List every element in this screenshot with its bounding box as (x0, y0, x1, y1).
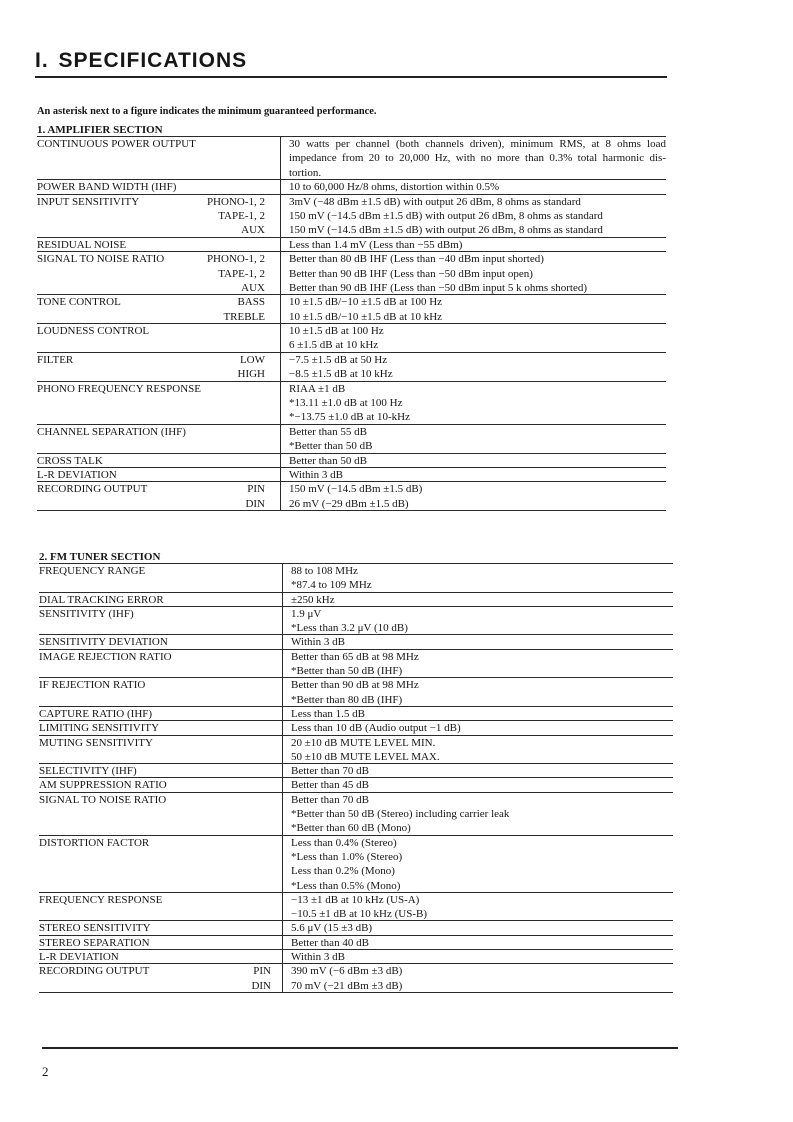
spec-label: SENSITIVITY (IHF) (39, 607, 134, 620)
amplifier-spec-table (37, 136, 666, 511)
spec-value: Better than 55 dB (289, 425, 367, 438)
spec-value-cell (282, 635, 673, 649)
spec-label: STEREO SENSITIVITY (39, 922, 151, 935)
spec-item (39, 721, 673, 735)
spec-label-cell (37, 425, 280, 454)
spec-item (39, 921, 673, 935)
spec-value: Better than 80 dB IHF (Less than −40 dBm input shorted) (289, 253, 544, 266)
spec-label-cell (37, 367, 280, 381)
spec-row (37, 425, 666, 454)
spec-value-cell (280, 310, 666, 324)
spec-value: Better than 70 dB (291, 765, 369, 778)
spec-sublabel: TAPE-1, 2 (218, 267, 265, 280)
spec-value-cell (280, 353, 666, 367)
spec-sublabel: LOW (239, 353, 265, 366)
spec-item (39, 593, 673, 607)
spec-item (37, 497, 666, 511)
spec-label: MUTING SENSITIVITY (39, 736, 153, 749)
fm-tuner-spec-table (39, 563, 673, 993)
spec-item (39, 793, 673, 836)
amplifier-section (37, 124, 666, 511)
spec-label-cell (39, 564, 282, 593)
spec-value-cell (282, 607, 673, 636)
spec-value-cell (282, 893, 673, 922)
spec-value: tortion. (289, 166, 322, 179)
spec-label-cell (39, 936, 282, 950)
spec-item (39, 650, 673, 679)
spec-item (37, 137, 666, 180)
spec-value-cell (282, 936, 673, 950)
spec-item (39, 635, 673, 649)
spec-item (37, 367, 666, 381)
spec-label-cell (37, 382, 280, 425)
spec-label-cell (39, 678, 282, 707)
spec-item (39, 893, 673, 922)
spec-value-cell (282, 564, 673, 593)
spec-row (37, 238, 666, 252)
spec-sublabel: BASS (237, 296, 265, 309)
spec-value-cell (280, 382, 666, 425)
spec-value: *Better than 50 dB (Stereo) including carrier leak (291, 808, 510, 821)
spec-item (39, 764, 673, 778)
spec-value-cell (280, 497, 666, 511)
section-heading: 2. FM TUNER SECTION (39, 551, 161, 563)
spec-value: Within 3 dB (289, 468, 343, 481)
spec-value: Better than 40 dB (291, 936, 369, 949)
spec-label: L-R DEVIATION (37, 468, 117, 481)
spec-item (37, 353, 666, 367)
spec-item (39, 979, 673, 993)
spec-value: 88 to 108 MHz (291, 565, 358, 577)
spec-label-cell (37, 137, 280, 180)
spec-sublabel: HIGH (237, 368, 265, 381)
spec-item (39, 564, 673, 593)
spec-label-cell (37, 252, 280, 266)
fm-tuner-section (39, 551, 673, 993)
spec-row (39, 707, 673, 721)
spec-row (39, 921, 673, 935)
spec-label-cell (39, 793, 282, 836)
spec-value: 10 ±1.5 dB/−10 ±1.5 dB at 10 kHz (289, 310, 443, 323)
spec-value: −7.5 ±1.5 dB at 50 Hz (289, 353, 388, 366)
spec-sublabel: PHONO-1, 2 (206, 253, 265, 266)
spec-label: CAPTURE RATIO (IHF) (39, 707, 153, 720)
spec-value: 20 ±10 dB MUTE LEVEL MIN. (291, 736, 436, 749)
spec-sublabel: PIN (253, 965, 271, 978)
spec-value: Better than 90 dB IHF (Less than −50 dBm input open) (289, 267, 533, 280)
spec-value: 150 mV (−14.5 dBm ±1.5 dB) (289, 483, 423, 496)
spec-value: *Better than 80 dB (IHF) (291, 693, 403, 706)
spec-row (39, 607, 673, 636)
spec-value-cell (282, 736, 673, 765)
spec-label-cell (37, 238, 280, 252)
spec-value-cell (280, 209, 666, 223)
spec-sublabel: AUX (241, 281, 265, 294)
spec-item (37, 295, 666, 309)
spec-item (39, 607, 673, 636)
spec-label: IMAGE REJECTION RATIO (39, 650, 172, 663)
spec-label-cell (39, 979, 282, 993)
spec-value-cell (280, 482, 666, 496)
spec-item (37, 482, 666, 496)
spec-row (39, 678, 673, 707)
spec-label-cell (37, 468, 280, 482)
spec-value: −13 ±1 dB at 10 kHz (US-A) (291, 893, 420, 906)
spec-item (37, 195, 666, 209)
spec-value-cell (282, 950, 673, 964)
spec-sublabel: TAPE-1, 2 (218, 209, 265, 222)
spec-value: Less than 0.2% (Mono) (291, 865, 395, 878)
spec-row (39, 793, 673, 836)
spec-label-cell (37, 324, 280, 353)
spec-value-cell (280, 223, 666, 237)
spec-label: RESIDUAL NOISE (37, 238, 127, 251)
spec-item (37, 238, 666, 252)
spec-value: Better than 50 dB (289, 454, 367, 467)
spec-item (37, 267, 666, 281)
page-number: 2 (42, 1064, 49, 1079)
spec-row (39, 964, 673, 993)
spec-value: Less than 1.4 mV (Less than −55 dBm) (289, 238, 463, 251)
spec-label-cell (39, 721, 282, 735)
spec-value: −10.5 ±1 dB at 10 kHz (US-B) (291, 908, 427, 921)
spec-label: L-R DEVIATION (39, 951, 119, 964)
spec-label: FREQUENCY RANGE (39, 565, 146, 577)
spec-value: Within 3 dB (291, 951, 345, 964)
spec-label-cell (39, 650, 282, 679)
spec-value-cell (282, 764, 673, 778)
spec-label: SIGNAL TO NOISE RATIO (37, 253, 165, 266)
spec-value: *Less than 0.5% (Mono) (291, 879, 401, 892)
spec-label-cell (37, 497, 280, 511)
spec-value-cell (280, 252, 666, 266)
spec-sublabel: PIN (247, 483, 265, 496)
spec-item (39, 778, 673, 792)
spec-value: Better than 90 dB at 98 MHz (291, 679, 419, 692)
spec-value: −8.5 ±1.5 dB at 10 kHz (289, 368, 393, 381)
spec-label: STEREO SEPARATION (39, 936, 150, 949)
spec-label-cell (39, 893, 282, 922)
spec-sublabel: DIN (251, 979, 271, 992)
spec-row (37, 324, 666, 353)
spec-value-cell (280, 468, 666, 482)
spec-value: Better than 65 dB at 98 MHz (291, 650, 419, 663)
spec-label-cell (39, 635, 282, 649)
spec-label-cell (39, 736, 282, 765)
spec-label-cell (37, 209, 280, 223)
spec-label: INPUT SENSITIVITY (37, 195, 140, 208)
spec-sublabel: AUX (241, 224, 265, 237)
spec-row (39, 721, 673, 735)
spec-value: 390 mV (−6 dBm ±3 dB) (291, 965, 403, 978)
spec-row (39, 950, 673, 964)
spec-label: SIGNAL TO NOISE RATIO (39, 793, 167, 806)
spec-value-cell (282, 921, 673, 935)
spec-value: *Less than 1.0% (Stereo) (291, 850, 403, 863)
spec-item (39, 707, 673, 721)
spec-row (39, 893, 673, 922)
spec-row (39, 736, 673, 765)
spec-value: *Better than 50 dB (IHF) (291, 665, 403, 678)
spec-label: AM SUPPRESSION RATIO (39, 779, 167, 792)
spec-item (39, 836, 673, 893)
spec-value: *13.11 ±1.0 dB at 100 Hz (289, 397, 403, 410)
spec-value: 150 mV (−14.5 dBm ±1.5 dB) with output 26 dBm, 8 ohms as standard (289, 224, 603, 237)
spec-item (37, 281, 666, 295)
spec-label: FREQUENCY RESPONSE (39, 893, 163, 906)
spec-value: *Better than 60 dB (Mono) (291, 822, 411, 835)
spec-row (39, 764, 673, 778)
spec-row (39, 836, 673, 893)
spec-label-cell (37, 180, 280, 194)
spec-label-cell (39, 950, 282, 964)
spec-label: CROSS TALK (37, 454, 103, 467)
spec-label: IF REJECTION RATIO (39, 679, 146, 692)
spec-label-cell (37, 310, 280, 324)
footer-divider (42, 1047, 678, 1049)
spec-value: 6 ±1.5 dB at 10 kHz (289, 339, 379, 352)
spec-label: LOUDNESS CONTROL (37, 325, 150, 338)
spec-value: 10 to 60,000 Hz/8 ohms, distortion within 0.5% (289, 181, 500, 194)
spec-value: ±250 kHz (291, 593, 335, 606)
spec-item (37, 425, 666, 454)
spec-label-cell (37, 223, 280, 237)
asterisk-note: An asterisk next to a figure indicates the minimum guaranteed performance. (37, 106, 377, 117)
spec-label-cell (39, 778, 282, 792)
spec-label: CHANNEL SEPARATION (IHF) (37, 425, 186, 438)
spec-value-cell (280, 180, 666, 194)
spec-label: DISTORTION FACTOR (39, 836, 150, 849)
spec-row (39, 778, 673, 792)
spec-value-cell (280, 454, 666, 468)
title-divider (35, 76, 667, 78)
spec-value-cell (282, 979, 673, 993)
spec-label-cell (39, 607, 282, 636)
spec-value: 3mV (−48 dBm ±1.5 dB) with output 26 dBm, 8 ohms as standard (289, 195, 581, 208)
spec-item (39, 950, 673, 964)
spec-label-cell (37, 295, 280, 309)
spec-label-cell (39, 593, 282, 607)
spec-row (39, 936, 673, 950)
spec-label-cell (37, 281, 280, 295)
spec-row (39, 593, 673, 607)
spec-value-cell (282, 721, 673, 735)
spec-value: 50 ±10 dB MUTE LEVEL MAX. (291, 750, 440, 763)
spec-value: *−13.75 ±1.0 dB at 10-kHz (289, 411, 411, 424)
spec-row (39, 635, 673, 649)
spec-label: POWER BAND WIDTH (IHF) (37, 181, 177, 194)
spec-label: FILTER (37, 353, 74, 366)
spec-label-cell (37, 454, 280, 468)
section-heading: 1. AMPLIFIER SECTION (37, 124, 163, 136)
spec-row (39, 564, 673, 593)
spec-label: SELECTIVITY (IHF) (39, 765, 137, 778)
spec-row (37, 180, 666, 194)
spec-label: SENSITIVITY DEVIATION (39, 636, 168, 649)
spec-row (37, 195, 666, 238)
spec-value: Less than 10 dB (Audio output −1 dB) (291, 722, 461, 735)
spec-row (37, 482, 666, 511)
spec-value: Less than 1.5 dB (291, 707, 365, 720)
spec-item (37, 324, 666, 353)
spec-label: RECORDING OUTPUT (37, 483, 148, 496)
spec-label-cell (39, 836, 282, 893)
spec-value-cell (280, 238, 666, 252)
spec-item (37, 223, 666, 237)
spec-row (37, 252, 666, 295)
spec-value: 5.6 μV (15 ±3 dB) (291, 922, 373, 935)
spec-row (37, 353, 666, 382)
spec-label-cell (39, 764, 282, 778)
spec-value-cell (280, 281, 666, 295)
spec-label-cell (37, 195, 280, 209)
spec-value-cell (280, 295, 666, 309)
spec-item (39, 678, 673, 707)
spec-value: 150 mV (−14.5 dBm ±1.5 dB) with output 26 dBm, 8 ohms as standard (289, 209, 603, 222)
spec-label-cell (37, 353, 280, 367)
spec-value-cell (282, 964, 673, 978)
spec-value-cell (280, 195, 666, 209)
spec-value-cell (280, 137, 666, 180)
spec-item (37, 209, 666, 223)
spec-value: *Less than 3.2 μV (10 dB) (291, 622, 408, 635)
spec-value-cell (280, 425, 666, 454)
spec-label-cell (39, 707, 282, 721)
spec-value-cell (282, 707, 673, 721)
spec-label: PHONO FREQUENCY RESPONSE (37, 382, 202, 395)
spec-label-cell (37, 267, 280, 281)
spec-value-cell (282, 836, 673, 893)
spec-value-cell (282, 778, 673, 792)
spec-value: 26 mV (−29 dBm ±1.5 dB) (289, 497, 409, 510)
spec-item (37, 382, 666, 425)
spec-value-cell (282, 650, 673, 679)
spec-row (37, 468, 666, 482)
spec-item (37, 310, 666, 324)
spec-label: DIAL TRACKING ERROR (39, 593, 164, 606)
spec-value: Less than 0.4% (Stereo) (291, 836, 397, 849)
spec-value: Better than 70 dB (291, 793, 369, 806)
spec-value-cell (280, 324, 666, 353)
spec-value: 10 ±1.5 dB/−10 ±1.5 dB at 100 Hz (289, 296, 443, 309)
spec-label: CONTINUOUS POWER OUTPUT (37, 138, 196, 150)
spec-sublabel: PHONO-1, 2 (206, 195, 265, 208)
spec-item (39, 936, 673, 950)
spec-row (39, 650, 673, 679)
spec-value: 30 watts per channel (both channels driven), minimum RMS, at 8 ohms load (289, 138, 666, 150)
spec-item (37, 468, 666, 482)
spec-value-cell (282, 593, 673, 607)
spec-item (37, 180, 666, 194)
spec-value: 10 ±1.5 dB at 100 Hz (289, 325, 384, 338)
spec-item (39, 736, 673, 765)
spec-label-cell (39, 964, 282, 978)
spec-sublabel: DIN (245, 497, 265, 510)
spec-value-cell (280, 267, 666, 281)
spec-row (37, 382, 666, 425)
spec-value: *Better than 50 dB (289, 440, 373, 453)
spec-value-cell (282, 793, 673, 836)
spec-value: Within 3 dB (291, 636, 345, 649)
spec-item (37, 252, 666, 266)
spec-value: 70 mV (−21 dBm ±3 dB) (291, 979, 403, 992)
spec-label: TONE CONTROL (37, 296, 121, 309)
spec-item (37, 454, 666, 468)
spec-value-cell (282, 678, 673, 707)
spec-value: *87.4 to 109 MHz (291, 579, 372, 592)
spec-label-cell (39, 921, 282, 935)
spec-value: 1.9 μV (291, 607, 322, 620)
spec-value-cell (280, 367, 666, 381)
spec-label: RECORDING OUTPUT (39, 965, 150, 978)
spec-label: LIMITING SENSITIVITY (39, 722, 160, 735)
spec-value: RIAA ±1 dB (289, 382, 346, 395)
spec-value: Better than 90 dB IHF (Less than −50 dBm input 5 k ohms shorted) (289, 281, 587, 294)
spec-sublabel: TREBLE (223, 310, 265, 323)
spec-row (37, 295, 666, 324)
spec-value: Better than 45 dB (291, 779, 369, 792)
page-title: I. SPECIFICATIONS (35, 49, 248, 72)
spec-item (39, 964, 673, 978)
spec-row (37, 137, 666, 180)
spec-row (37, 454, 666, 468)
spec-label-cell (37, 482, 280, 496)
spec-value: impedance from 20 to 20,000 Hz, with no more than 0.3% total harmonic dis- (289, 152, 666, 165)
